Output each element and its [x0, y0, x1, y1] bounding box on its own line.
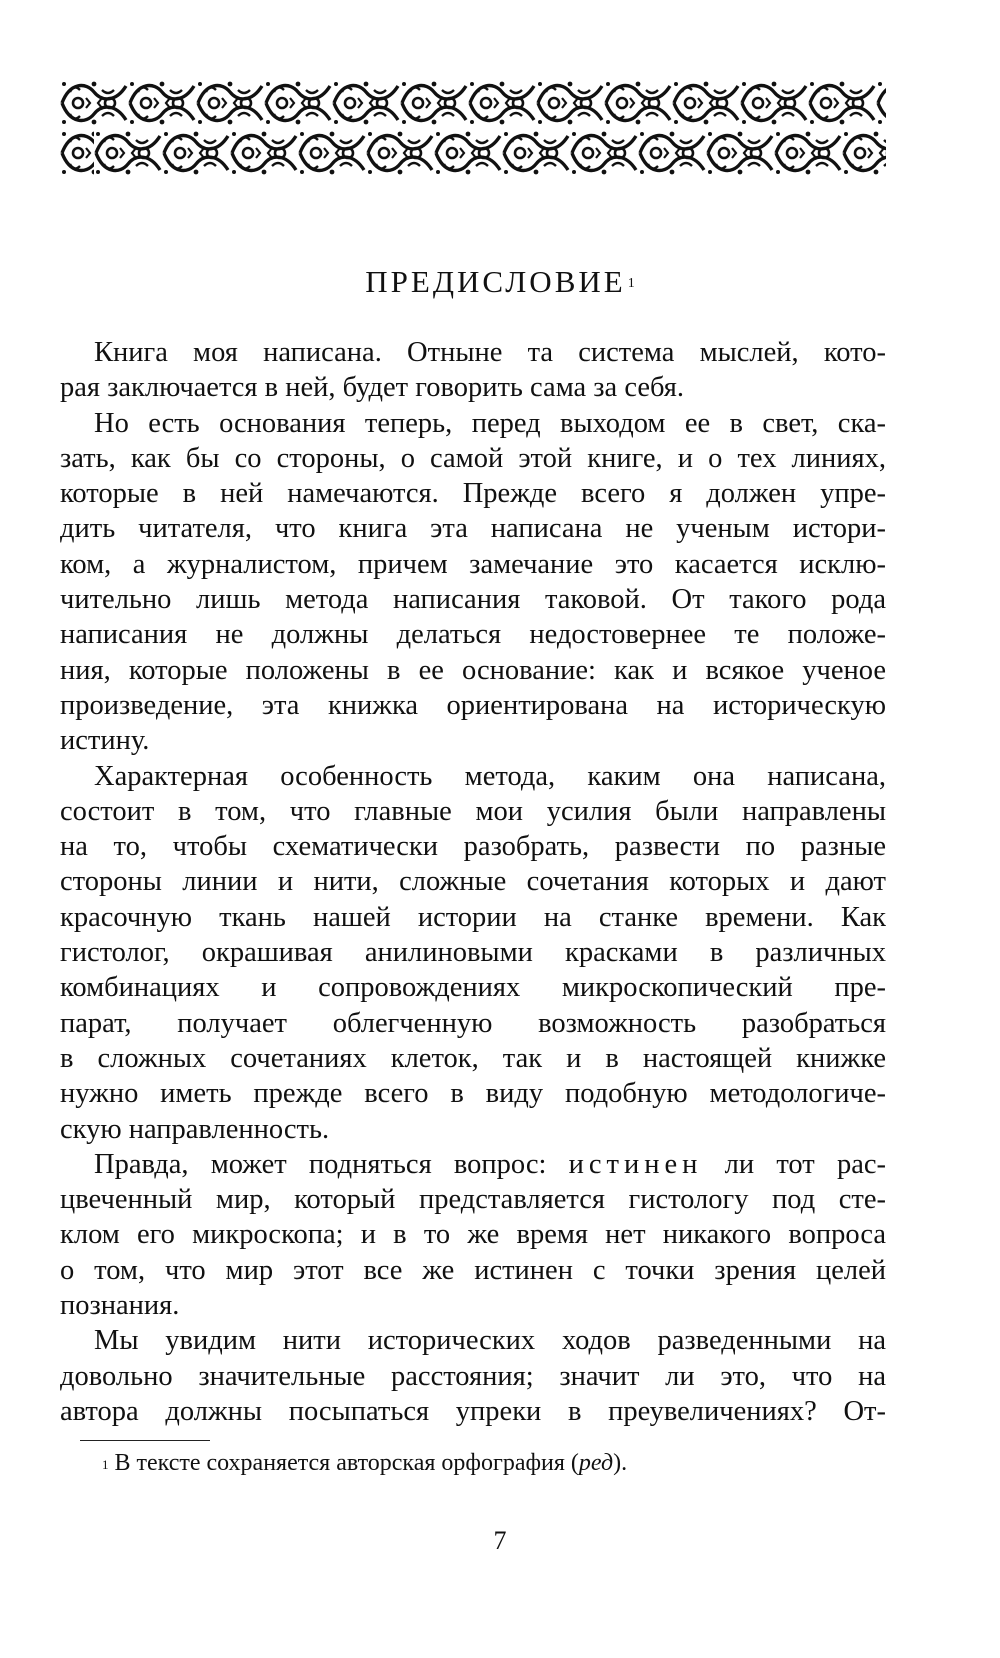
- text-line: комбинациях и сопровождениях микроскопический пре-: [60, 972, 886, 1004]
- footnote-divider: [80, 1440, 210, 1441]
- text-line: парат, получает облегченную возможность разобраться: [60, 1007, 886, 1039]
- text-line: Но есть основания теперь, перед выходом ее в свет, ска-: [94, 407, 886, 439]
- text-line: цвеченный мир, который представляется гистологу под сте-: [60, 1184, 886, 1216]
- text-line: красочную ткань нашей истории на станке времени. Как: [60, 901, 886, 933]
- text-line: написания не должны делаться недостовернее те положе-: [60, 619, 886, 651]
- text-line: истину.: [60, 725, 150, 757]
- preface-body: [60, 335, 886, 1429]
- footnote-text-end: ).: [613, 1450, 628, 1476]
- emphasized-word: истинен: [568, 1148, 703, 1180]
- text-line: о том, что мир этот все же истинен с точки зрения целей: [60, 1254, 886, 1286]
- text-line: познания.: [60, 1290, 180, 1322]
- text-line: довольно значительные расстояния; значит ли это, что на: [60, 1360, 886, 1392]
- text-line: в сложных сочетаниях клеток, так и в настоящей книжке: [60, 1042, 886, 1074]
- text-line: Мы увидим нити исторических ходов разведенными на: [94, 1325, 886, 1357]
- text-line: зать, как бы со стороны, о самой этой книге, и о тех линиях,: [60, 442, 886, 474]
- text-fragment: ли тот рас-: [702, 1148, 886, 1180]
- footnote: [102, 1448, 627, 1478]
- footnote-marker: 1: [102, 1457, 109, 1472]
- title-text: ПРЕДИСЛОВИЕ: [365, 264, 626, 299]
- text-line: скую направленность.: [60, 1113, 330, 1145]
- ornamental-border-icon: [60, 78, 886, 178]
- footnote-abbrev: ред: [578, 1450, 614, 1476]
- text-line: гистолог, окрашивая анилиновыми красками в различных: [60, 937, 886, 969]
- text-line: дить читателя, что книга эта написана не ученым истори-: [60, 513, 886, 545]
- text-line: нужно иметь прежде всего в виду подобную методологиче-: [60, 1078, 886, 1110]
- footnote-text: В тексте сохраняется авторская орфография (: [114, 1450, 579, 1476]
- text-line: автора должны посыпаться упреки в преувеличениях? От-: [60, 1395, 886, 1427]
- text-line: [60, 1147, 886, 1182]
- paragraph-4: [60, 1147, 886, 1323]
- text-line: чительно лишь метода написания таковой. От такого рода: [60, 584, 886, 616]
- text-line: на то, чтобы схематически разобрать, развести по разные: [60, 831, 886, 863]
- page-title: [0, 262, 1000, 302]
- text-line: ния, которые положены в ее основание: как и всякое ученое: [60, 654, 886, 686]
- paragraph-5: [60, 1323, 886, 1429]
- text-line: ком, а журналистом, причем замечание это касается исклю-: [60, 548, 886, 580]
- paragraph-1: [60, 335, 886, 406]
- text-line: состоит в том, что главные мои усилия были направлены: [60, 795, 886, 827]
- text-line: Книга моя написана. Отныне та система мыслей, кото-: [94, 337, 886, 368]
- title-footnote-marker: 1: [627, 276, 635, 291]
- page-number: 7: [493, 1526, 507, 1555]
- paragraph-3: [60, 759, 886, 1147]
- paragraph-2: [60, 406, 886, 759]
- text-fragment: Правда, может подняться вопрос:: [94, 1148, 569, 1180]
- text-line: стороны линии и нити, сложные сочетания которых и дают: [60, 866, 886, 898]
- text-line: которые в ней намечаются. Прежде всего я должен упре-: [60, 478, 886, 510]
- text-line: рая заключается в ней, будет говорить сама за себя.: [60, 372, 685, 404]
- text-line: клом его микроскопа; и в то же время нет никакого вопроса: [60, 1219, 886, 1251]
- text-line: Характерная особенность метода, каким она написана,: [94, 760, 886, 792]
- text-line: произведение, эта книжка ориентирована на историческую: [60, 689, 886, 721]
